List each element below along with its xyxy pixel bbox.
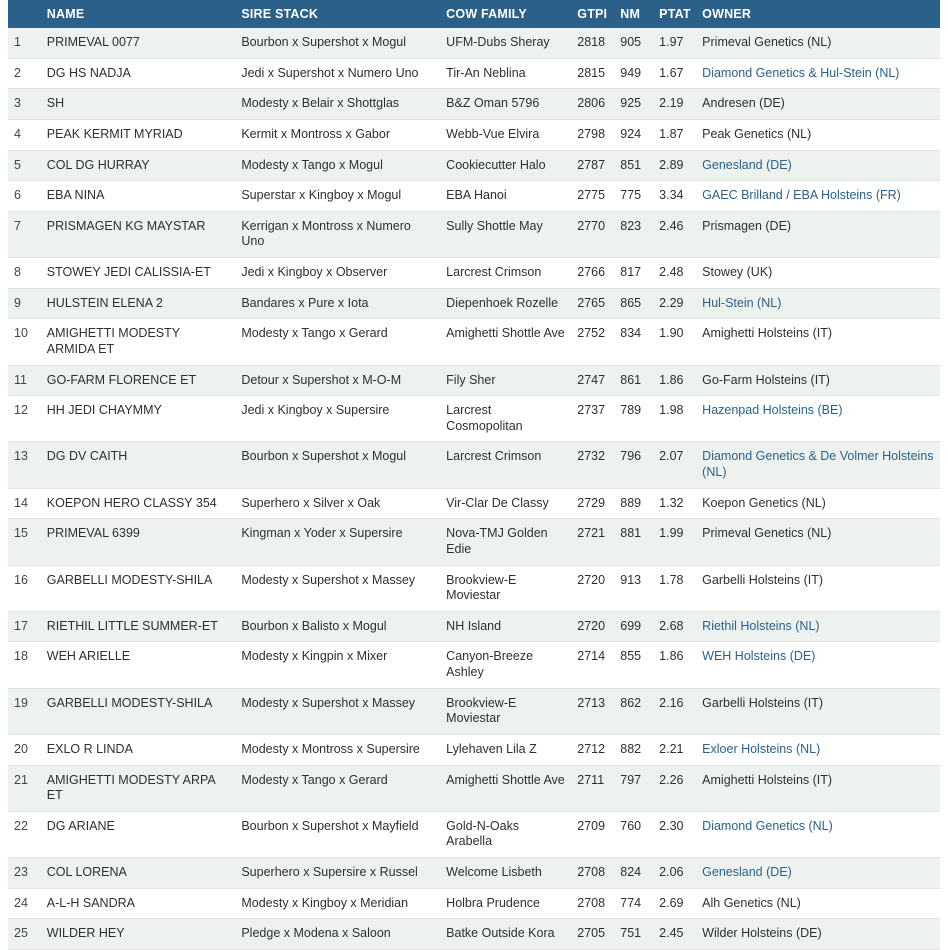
cell-gtpi: 2712	[571, 734, 614, 765]
cell-nm: 862	[614, 688, 653, 734]
cell-ptat: 1.32	[653, 488, 696, 519]
cell-sire-stack: Kermit x Montross x Gabor	[235, 119, 440, 150]
cell-rank: 21	[8, 765, 41, 811]
ranking-table	[8, 0, 940, 950]
table-row[interactable]	[8, 565, 940, 611]
cell-ptat: 2.30	[653, 811, 696, 857]
cell-ptat: 1.86	[653, 642, 696, 688]
cell-owner: Alh Genetics (NL)	[696, 888, 940, 919]
cell-nm: 861	[614, 365, 653, 396]
cell-ptat: 1.78	[653, 565, 696, 611]
cell-animal-name: DG ARIANE	[41, 811, 236, 857]
table-row[interactable]	[8, 519, 940, 565]
cell-animal-name: WILDER HEY	[41, 919, 236, 950]
cell-nm: 751	[614, 919, 653, 950]
cell-sire-stack: Modesty x Tango x Gerard	[235, 319, 440, 365]
cell-nm: 775	[614, 181, 653, 212]
cell-ptat: 2.29	[653, 288, 696, 319]
cell-gtpi: 2798	[571, 119, 614, 150]
cell-gtpi: 2720	[571, 611, 614, 642]
cell-cow-family: Welcome Lisbeth	[440, 858, 571, 889]
cell-animal-name: AMIGHETTI MODESTY ARMIDA ET	[41, 319, 236, 365]
cell-cow-family: Brookview-E Moviestar	[440, 565, 571, 611]
cell-ptat: 1.90	[653, 319, 696, 365]
cell-owner: Garbelli Holsteins (IT)	[696, 688, 940, 734]
cell-animal-name: GARBELLI MODESTY-SHILA	[41, 688, 236, 734]
cell-animal-name: EBA NINA	[41, 181, 236, 212]
cell-nm: 699	[614, 611, 653, 642]
cell-cow-family: Amighetti Shottle Ave	[440, 765, 571, 811]
owner-link[interactable]: Hazenpad Holsteins (BE)	[702, 403, 843, 418]
cell-animal-name: GO-FARM FLORENCE ET	[41, 365, 236, 396]
cell-nm: 789	[614, 396, 653, 442]
cell-sire-stack: Jedi x Kingboy x Supersire	[235, 396, 440, 442]
cell-gtpi: 2729	[571, 488, 614, 519]
cell-animal-name: SH	[41, 89, 236, 120]
cell-nm: 924	[614, 119, 653, 150]
table-row[interactable]	[8, 442, 940, 488]
cell-gtpi: 2720	[571, 565, 614, 611]
column-header-name[interactable]: NAME	[41, 0, 236, 28]
cell-ptat: 2.21	[653, 734, 696, 765]
cell-ptat: 2.06	[653, 858, 696, 889]
cell-cow-family: Sully Shottle May	[440, 211, 571, 257]
cell-nm: 817	[614, 258, 653, 289]
cell-owner[interactable]	[696, 642, 940, 688]
table-row[interactable]	[8, 611, 940, 642]
table-row[interactable]	[8, 642, 940, 688]
cell-sire-stack: Modesty x Supershot x Massey	[235, 565, 440, 611]
table-row[interactable]	[8, 688, 940, 734]
table-row[interactable]	[8, 211, 940, 257]
cell-gtpi: 2721	[571, 519, 614, 565]
cell-sire-stack: Bourbon x Supershot x Mogul	[235, 442, 440, 488]
cell-ptat: 2.16	[653, 688, 696, 734]
cell-gtpi: 2714	[571, 642, 614, 688]
cell-sire-stack: Bourbon x Supershot x Mogul	[235, 28, 440, 58]
cell-rank: 25	[8, 919, 41, 950]
table-row[interactable]	[8, 150, 940, 181]
cell-ptat: 2.89	[653, 150, 696, 181]
cell-cow-family: NH Island	[440, 611, 571, 642]
cell-cow-family: UFM-Dubs Sheray	[440, 28, 571, 58]
cell-owner: Wilder Holsteins (DE)	[696, 919, 940, 950]
cell-animal-name: WEH ARIELLE	[41, 642, 236, 688]
cell-cow-family: Brookview-E Moviestar	[440, 688, 571, 734]
table-row[interactable]	[8, 811, 940, 857]
owner-link[interactable]: Diamond Genetics & De Volmer Holsteins (NL)	[702, 449, 934, 479]
cell-gtpi: 2708	[571, 858, 614, 889]
cell-sire-stack: Modesty x Belair x Shottglas	[235, 89, 440, 120]
cell-owner[interactable]	[696, 611, 940, 642]
cell-nm: 834	[614, 319, 653, 365]
owner-link[interactable]: WEH Holsteins (DE)	[702, 649, 816, 664]
cell-ptat: 2.45	[653, 919, 696, 950]
cell-sire-stack: Jedi x Kingboy x Observer	[235, 258, 440, 289]
cell-cow-family: Larcrest Cosmopolitan	[440, 396, 571, 442]
cell-animal-name: COL DG HURRAY	[41, 150, 236, 181]
cell-cow-family: Vir-Clar De Classy	[440, 488, 571, 519]
cell-sire-stack: Superhero x Silver x Oak	[235, 488, 440, 519]
cell-animal-name: KOEPON HERO CLASSY 354	[41, 488, 236, 519]
column-header-sire-stack[interactable]: SIRE STACK	[235, 0, 440, 28]
cell-owner: Peak Genetics (NL)	[696, 119, 940, 150]
owner-link[interactable]: GAEC Brilland / EBA Holsteins (FR)	[702, 188, 901, 203]
column-header-cow-family[interactable]: COW FAMILY	[440, 0, 571, 28]
cell-ptat: 1.99	[653, 519, 696, 565]
cell-animal-name: COL LORENA	[41, 858, 236, 889]
cell-rank: 11	[8, 365, 41, 396]
cell-cow-family: Amighetti Shottle Ave	[440, 319, 571, 365]
column-header-ptat[interactable]: PTAT	[653, 0, 696, 28]
cell-animal-name: EXLO R LINDA	[41, 734, 236, 765]
cell-nm: 865	[614, 288, 653, 319]
cell-ptat: 2.26	[653, 765, 696, 811]
cell-ptat: 1.87	[653, 119, 696, 150]
cell-owner[interactable]	[696, 396, 940, 442]
cell-sire-stack: Superstar x Kingboy x Mogul	[235, 181, 440, 212]
cell-cow-family: Nova-TMJ Golden Edie	[440, 519, 571, 565]
cell-nm: 797	[614, 765, 653, 811]
cell-rank: 12	[8, 396, 41, 442]
cell-animal-name: PRIMEVAL 0077	[41, 28, 236, 58]
cell-owner[interactable]	[696, 442, 940, 488]
table-row[interactable]	[8, 365, 940, 396]
owner-link[interactable]: Genesland (DE)	[702, 157, 792, 172]
cell-rank: 23	[8, 858, 41, 889]
cell-rank: 15	[8, 519, 41, 565]
table-row[interactable]	[8, 488, 940, 519]
table-row[interactable]	[8, 319, 940, 365]
cell-rank: 16	[8, 565, 41, 611]
cell-animal-name: AMIGHETTI MODESTY ARPA ET	[41, 765, 236, 811]
cell-sire-stack: Bandares x Pure x Iota	[235, 288, 440, 319]
cell-owner: Prismagen (DE)	[696, 211, 940, 257]
cell-sire-stack: Modesty x Kingboy x Meridian	[235, 888, 440, 919]
cell-animal-name: HH JEDI CHAYMMY	[41, 396, 236, 442]
cell-ptat: 2.68	[653, 611, 696, 642]
cell-sire-stack: Detour x Supershot x M-O-M	[235, 365, 440, 396]
column-header-gtpi[interactable]: GTPI	[571, 0, 614, 28]
cell-ptat: 2.48	[653, 258, 696, 289]
cell-nm: 851	[614, 150, 653, 181]
cell-nm: 889	[614, 488, 653, 519]
cell-gtpi: 2766	[571, 258, 614, 289]
cell-owner[interactable]	[696, 734, 940, 765]
cell-rank: 2	[8, 58, 41, 89]
table-row[interactable]	[8, 858, 940, 889]
cell-gtpi: 2711	[571, 765, 614, 811]
cell-cow-family: Webb-Vue Elvira	[440, 119, 571, 150]
column-header-rank[interactable]	[8, 0, 41, 28]
cell-cow-family: B&Z Oman 5796	[440, 89, 571, 120]
cell-rank: 13	[8, 442, 41, 488]
cell-owner: Primeval Genetics (NL)	[696, 519, 940, 565]
cell-cow-family: Gold-N-Oaks Arabella	[440, 811, 571, 857]
cell-owner[interactable]	[696, 58, 940, 89]
cell-gtpi: 2708	[571, 888, 614, 919]
cell-owner: Andresen (DE)	[696, 89, 940, 120]
cell-rank: 20	[8, 734, 41, 765]
cell-gtpi: 2775	[571, 181, 614, 212]
cell-sire-stack: Pledge x Modena x Saloon	[235, 919, 440, 950]
cell-owner: Stowey (UK)	[696, 258, 940, 289]
cell-owner: Primeval Genetics (NL)	[696, 28, 940, 58]
cell-rank: 4	[8, 119, 41, 150]
cell-gtpi: 2815	[571, 58, 614, 89]
cell-cow-family: Diepenhoek Rozelle	[440, 288, 571, 319]
cell-gtpi: 2806	[571, 89, 614, 120]
cell-animal-name: A-L-H SANDRA	[41, 888, 236, 919]
cell-gtpi: 2770	[571, 211, 614, 257]
cell-nm: 760	[614, 811, 653, 857]
owner-link[interactable]: Diamond Genetics (NL)	[702, 818, 833, 833]
cell-rank: 17	[8, 611, 41, 642]
cell-rank: 14	[8, 488, 41, 519]
cell-owner: Amighetti Holsteins (IT)	[696, 319, 940, 365]
cell-gtpi: 2765	[571, 288, 614, 319]
cell-rank: 8	[8, 258, 41, 289]
cell-owner[interactable]	[696, 288, 940, 319]
table-row[interactable]	[8, 28, 940, 58]
cell-nm: 913	[614, 565, 653, 611]
cell-animal-name: RIETHIL LITTLE SUMMER-ET	[41, 611, 236, 642]
cell-gtpi: 2787	[571, 150, 614, 181]
cell-animal-name: HULSTEIN ELENA 2	[41, 288, 236, 319]
cell-cow-family: Lylehaven Lila Z	[440, 734, 571, 765]
cell-ptat: 2.07	[653, 442, 696, 488]
cell-nm: 824	[614, 858, 653, 889]
owner-link[interactable]: Hul-Stein (NL)	[702, 295, 782, 310]
cell-owner[interactable]	[696, 811, 940, 857]
cell-ptat: 3.34	[653, 181, 696, 212]
table-row[interactable]	[8, 734, 940, 765]
cell-ptat: 2.46	[653, 211, 696, 257]
cell-gtpi: 2732	[571, 442, 614, 488]
cell-cow-family: Larcrest Crimson	[440, 442, 571, 488]
cell-owner: Amighetti Holsteins (IT)	[696, 765, 940, 811]
cell-owner: Koepon Genetics (NL)	[696, 488, 940, 519]
owner-link[interactable]: Diamond Genetics & Hul-Stein (NL)	[702, 65, 900, 80]
cell-rank: 24	[8, 888, 41, 919]
cell-gtpi: 2737	[571, 396, 614, 442]
cell-rank: 9	[8, 288, 41, 319]
cell-rank: 22	[8, 811, 41, 857]
cell-nm: 823	[614, 211, 653, 257]
table-row[interactable]	[8, 181, 940, 212]
cell-cow-family: Canyon-Breeze Ashley	[440, 642, 571, 688]
owner-link[interactable]: Riethil Holsteins (NL)	[702, 618, 820, 633]
owner-link[interactable]: Exloer Holsteins (NL)	[702, 741, 821, 756]
cell-gtpi: 2705	[571, 919, 614, 950]
cell-owner[interactable]	[696, 150, 940, 181]
table-row[interactable]	[8, 119, 940, 150]
cell-cow-family: Tir-An Neblina	[440, 58, 571, 89]
cell-ptat: 1.67	[653, 58, 696, 89]
table-header	[8, 0, 940, 28]
cell-ptat: 2.19	[653, 89, 696, 120]
table-row[interactable]	[8, 396, 940, 442]
cell-rank: 10	[8, 319, 41, 365]
cell-owner[interactable]	[696, 858, 940, 889]
cell-animal-name: PEAK KERMIT MYRIAD	[41, 119, 236, 150]
cell-ptat: 1.97	[653, 28, 696, 58]
cell-sire-stack: Modesty x Montross x Supersire	[235, 734, 440, 765]
column-header-owner[interactable]: OWNER	[696, 0, 940, 28]
cell-rank: 3	[8, 89, 41, 120]
cell-nm: 905	[614, 28, 653, 58]
cell-ptat: 2.69	[653, 888, 696, 919]
cell-sire-stack: Jedi x Supershot x Numero Uno	[235, 58, 440, 89]
cell-sire-stack: Bourbon x Balisto x Mogul	[235, 611, 440, 642]
cell-ptat: 1.86	[653, 365, 696, 396]
cell-nm: 882	[614, 734, 653, 765]
table-body	[8, 28, 940, 949]
cell-sire-stack: Modesty x Supershot x Massey	[235, 688, 440, 734]
cell-rank: 18	[8, 642, 41, 688]
table-row[interactable]	[8, 919, 940, 950]
cell-owner: Garbelli Holsteins (IT)	[696, 565, 940, 611]
cell-sire-stack: Bourbon x Supershot x Mayfield	[235, 811, 440, 857]
table-header-row	[8, 0, 940, 28]
cell-rank: 19	[8, 688, 41, 734]
column-header-nm[interactable]: NM	[614, 0, 653, 28]
cell-sire-stack: Kerrigan x Montross x Numero Uno	[235, 211, 440, 257]
cell-sire-stack: Modesty x Tango x Gerard	[235, 765, 440, 811]
cell-rank: 6	[8, 181, 41, 212]
cell-rank: 7	[8, 211, 41, 257]
table-row[interactable]	[8, 89, 940, 120]
cell-owner[interactable]	[696, 181, 940, 212]
table-row[interactable]	[8, 58, 940, 89]
cell-gtpi: 2747	[571, 365, 614, 396]
cell-nm: 925	[614, 89, 653, 120]
cell-gtpi: 2752	[571, 319, 614, 365]
cell-rank: 1	[8, 28, 41, 58]
cell-cow-family: Batke Outside Kora	[440, 919, 571, 950]
cell-owner: Go-Farm Holsteins (IT)	[696, 365, 940, 396]
cell-animal-name: PRISMAGEN KG MAYSTAR	[41, 211, 236, 257]
cell-cow-family: EBA Hanoi	[440, 181, 571, 212]
owner-link[interactable]: Genesland (DE)	[702, 865, 792, 879]
cell-nm: 774	[614, 888, 653, 919]
cell-gtpi: 2818	[571, 28, 614, 58]
table-row[interactable]	[8, 288, 940, 319]
cell-nm: 796	[614, 442, 653, 488]
cell-ptat: 1.98	[653, 396, 696, 442]
cell-cow-family: Cookiecutter Halo	[440, 150, 571, 181]
cell-sire-stack: Kingman x Yoder x Supersire	[235, 519, 440, 565]
table-row[interactable]	[8, 258, 940, 289]
cell-animal-name: PRIMEVAL 6399	[41, 519, 236, 565]
cell-nm: 881	[614, 519, 653, 565]
cell-rank: 5	[8, 150, 41, 181]
cell-gtpi: 2713	[571, 688, 614, 734]
cell-animal-name: GARBELLI MODESTY-SHILA	[41, 565, 236, 611]
cell-sire-stack: Modesty x Kingpin x Mixer	[235, 642, 440, 688]
cell-sire-stack: Superhero x Supersire x Russel	[235, 858, 440, 889]
cell-nm: 855	[614, 642, 653, 688]
cell-animal-name: DG HS NADJA	[41, 58, 236, 89]
table-row[interactable]	[8, 888, 940, 919]
cell-gtpi: 2709	[571, 811, 614, 857]
cell-nm: 949	[614, 58, 653, 89]
table-row[interactable]	[8, 765, 940, 811]
cell-animal-name: DG DV CAITH	[41, 442, 236, 488]
cell-cow-family: Larcrest Crimson	[440, 258, 571, 289]
cell-animal-name: STOWEY JEDI CALISSIA-ET	[41, 258, 236, 289]
cell-sire-stack: Modesty x Tango x Mogul	[235, 150, 440, 181]
cell-cow-family: Holbra Prudence	[440, 888, 571, 919]
cell-cow-family: Fily Sher	[440, 365, 571, 396]
